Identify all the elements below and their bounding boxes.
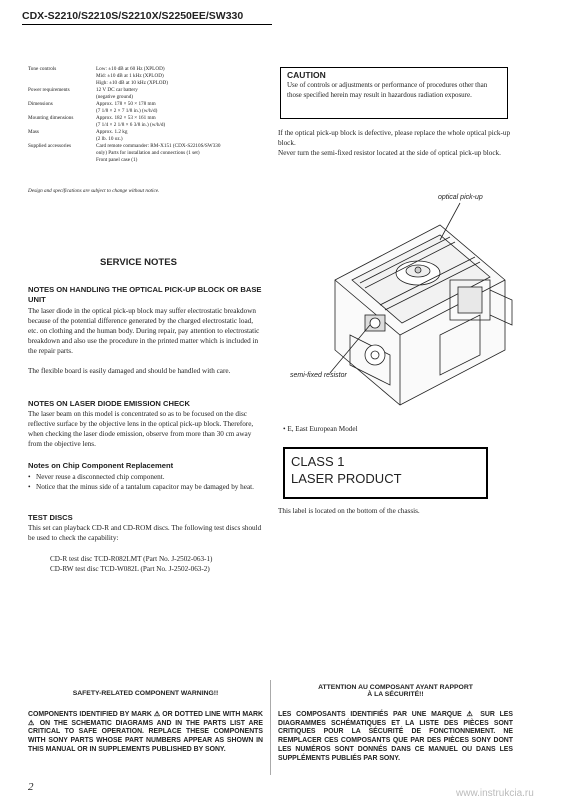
list-item: CD-R test disc TCD-R082LMT (Part No. J-2502-063-1) [50,555,213,563]
spec-value [96,87,221,101]
chip-replacement-list [28,472,263,492]
safety-warning-title-en: SAFETY-RELATED COMPONENT WARNING!! [72,690,219,697]
spec-value-line: 12 V DC car battery [96,87,138,93]
handling-notes-paragraph-1: The laser diode in the optical pick-up block may suffer electrostatic breakdown because of the potential difference generated by the charged electrostatic load, etc. on clothing and the human body. During repair, pay attention to electrostatic breakdown and also use the procedure in the printed matter which is included in the repair parts. [28,307,260,355]
spec-value-line: Approx. 182 × 53 × 161 mm [96,115,156,121]
spec-row [28,87,221,101]
handling-notes-heading: NOTES ON HANDLING THE OPTICAL PICK-UP BLOCK OR BASE UNIT [28,285,262,304]
safety-warning-title-fr-line1: ATTENTION AU COMPOSANT AYANT RAPPORT [318,684,473,691]
spec-value-line: Approx. 178 × 50 × 178 mm [96,101,156,107]
spec-value-line: Card remote commander: RM-X151 (CDX-S2210S/SW330 [96,143,221,149]
spec-value-line: only) Parts for installation and connections (1 set) [96,150,200,156]
spec-key: Mass [28,129,39,135]
caution-body: Use of controls or adjustments or performance of procedures other than those specified herein may result in hazardous radiation exposure. [287,81,488,99]
spec-value [96,101,221,115]
list-item: • Never reuse a disconnected chip component. [28,472,263,482]
laser-emission-heading: NOTES ON LASER DIODE EMISSION CHECK [28,399,191,408]
service-notes-title: SERVICE NOTES [100,257,177,268]
resistor-label: semi-fixed resistor [290,372,347,379]
spec-row [28,143,221,164]
pickup-resistor-note: Never turn the semi-fixed resistor located at the side of optical pick-up block. [278,149,501,157]
column-divider [270,680,271,775]
optical-pickup-illustration [290,185,530,415]
spec-value-line: (7 1/8 × 2 × 7 1/8 in.) (w/h/d) [96,108,158,114]
spec-row [28,101,221,115]
spec-value [96,66,221,87]
pickup-replace-note: If the optical pick-up block is defective, please replace the whole optical pick-up block. [278,129,511,147]
spec-key: Power requirements [28,87,70,93]
spec-value-line: (7 1/4 × 2 1/8 × 6 3/8 in.) (w/h/d) [96,122,166,128]
page-header-title: CDX-S2210/S2210S/S2210X/S2250EE/SW330 [22,10,244,22]
test-discs-list [50,554,265,574]
class1-laser-label [283,447,488,499]
header-rule [22,24,272,25]
caution-title: CAUTION [287,70,326,80]
caution-box [280,67,508,119]
spec-value [96,143,221,164]
spec-value [96,129,221,143]
page-number: 2 [28,781,34,793]
watermark-site: www.instrukcia.ru [456,788,534,799]
laser-product-line: LASER PRODUCT [291,471,402,486]
spec-row [28,66,221,87]
safety-warning-body-en: COMPONENTS IDENTIFIED BY MARK ⚠ OR DOTTED LINE WITH MARK ⚠ ON THE SCHEMATIC DIAGRAMS AND IN THE PARTS LIST ARE CRITICAL TO SAFE OPERATION. REPLACE THESE COMPONENTS WITH SONY PARTS WHOSE PART NUMBERS APPEAR AS SHOWN IN THIS MANUAL OR IN SUPPLEMENTS PUBLISHED BY SONY. [28,711,263,753]
spec-disclaimer: Design and specifications are subject to change without notice. [28,188,160,194]
specifications-table [28,66,221,164]
safety-warning-title-fr-line2: À LA SÉCURITÉ!! [367,691,424,698]
handling-notes-paragraph-2: The flexible board is easily damaged and should be handled with care. [28,367,231,375]
spec-value-line: (negative ground) [96,94,134,100]
test-discs-heading: TEST DISCS [28,513,73,522]
model-note: • E, East European Model [283,425,358,433]
laser-class-line: CLASS 1 [291,454,345,469]
spec-row [28,129,221,143]
spec-key: Dimensions [28,101,53,107]
pickup-label: optical pick-up [438,194,483,201]
spec-value-line: (2 lb. 10 oz.) [96,136,123,142]
laser-emission-paragraph: The laser beam on this model is concentrated so as to be focused on the disc reflective surface by the objective lens in the optical pick-up block. Therefore, when checking the laser diode emission, observe from more than 30 cm away from the objective lens. [28,410,254,448]
test-discs-paragraph: This set can playback CD-R and CD-ROM discs. The following test discs should be used to check the capability: [28,524,262,542]
spec-row [28,115,221,129]
spec-value [96,115,221,129]
spec-value-line: Approx. 1.2 kg [96,129,128,135]
spec-value-line: Low: ±10 dB at 60 Hz (XPLOD) [96,66,165,72]
spec-value-line: Mid: ±10 dB at 1 kHz (XPLOD) [96,73,164,79]
spec-value-line: Front panel case (1) [96,157,138,163]
spec-value-line: High: ±10 dB at 10 kHz (XPLOD) [96,80,169,86]
spec-key: Mounting dimensions [28,115,74,121]
label-location-note: This label is located on the bottom of the chassis. [278,507,420,515]
chip-replacement-heading: Notes on Chip Component Replacement [28,461,174,470]
safety-warning-title-fr [278,684,513,698]
safety-warning-body-fr: LES COMPOSANTS IDENTIFIÉS PAR UNE MARQUE ⚠ SUR LES DIAGRAMMES SCHÉMATIQUES ET LA LISTE DES PIÈCES SONT CRITIQUES POUR LA SÉCURITÉ DE FONCTIONNEMENT. NE REMPLACER CES COMPOSANTS QUE PAR DES PIÈCES SONY DONT LES NUMÉROS SONT DONNÉS DANS CE MANUEL OU DANS LES SUPPLÉMENTS PUBLIÉS PAR SONY. [278,711,513,762]
list-item: • Notice that the minus side of a tantalum capacitor may be damaged by heat. [28,482,263,492]
spec-key: Tone controls [28,66,57,72]
list-item: CD-RW test disc TCD-W082L (Part No. J-2502-063-2) [50,565,210,573]
spec-key: Supplied accessories [28,143,72,149]
